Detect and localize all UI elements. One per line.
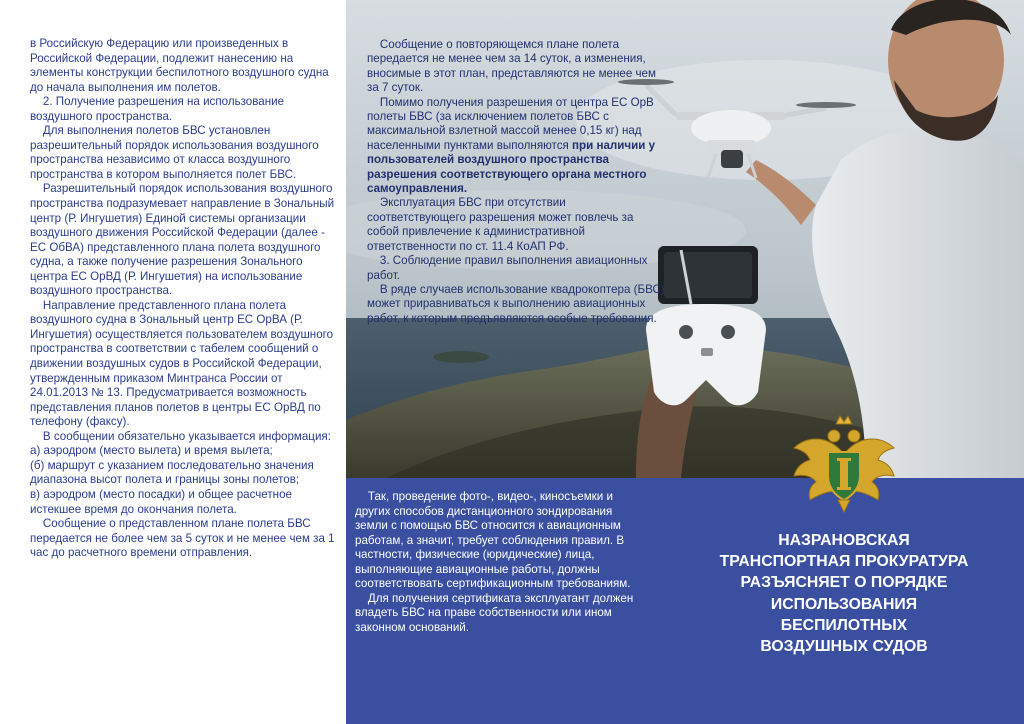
photo-paragraph-text: Помимо получения разрешения от центра ЕС ОрВ полеты БВС (за исключением полетов БВС с максимальной взлетной массой менее 0,15 кг) над населенными пунктами выполняются: [367, 95, 654, 152]
photo-paragraph: В ряде случаев использование квадрокоптера (БВС) может приравниваться к выполнению авиационных работ, к которым предъявляются особые требования.: [367, 282, 665, 325]
left-paragraph: Разрешительный порядок использования воздушного пространства подразумевает направление в Зональный центр (Р. Ингушетия) Единой системы организации воздушного движения Российской Федерации (далее - ЕС ОбВА) представленного плана полета воздушного судна, а также получение разрешения Зонального центра ЕС ОрВД (Р. Ингушетия) на использование воздушного пространства.: [30, 182, 335, 298]
left-paragraph: (б) маршрут с указанием последовательно значения диапазона высот полета и границы зоны полетов;: [30, 458, 314, 487]
blue-panel-text: [355, 490, 647, 635]
left-paragraph: в) аэродром (место посадки) и общее расчетное истекшее время до окончания полета.: [30, 487, 292, 516]
left-paragraph: Направление представленного плана полета воздушного судна в Зональный центр ЕС ОрВА (Р. Ингушетия) осуществляется пользователем воздушного пространства в соответствии с табелем сообщений о движении воздушных судов в Российской Федерации, утвержденным приказом Минтранса России от 24.01.2013 № 13. Предусматривается возможность представления планов полетов в центры ЕС ОрВД по телефону (факсу).: [30, 298, 334, 429]
blue-paragraph: Для получения сертификата эксплуатант должен владеть БВС на праве собственности или ином законном оснований.: [355, 591, 634, 634]
headline-line: РАЗЪЯСНЯЕТ О ПОРЯДКЕ: [740, 574, 948, 592]
left-paragraph: Сообщение о представленном плане полета БВС передается не более чем за 5 суток и не менее чем за 1 час до расчетного времени отправления.: [30, 517, 335, 560]
left-column-text: [30, 37, 336, 561]
headline: [691, 530, 997, 657]
prosecutor-emblem-icon: [788, 414, 900, 514]
photo-paragraph: [367, 96, 667, 197]
headline-line: ТРАНСПОРТНАЯ ПРОКУРАТУРА: [719, 553, 969, 571]
left-paragraph: 2. Получение разрешения на использование воздушного пространства.: [30, 95, 285, 123]
blue-panel: [346, 478, 1024, 724]
left-paragraph: Для выполнения полетов БВС установлен разрешительный порядок использования воздушного пространства независимо от класса воздушного пространства в котором выполняется полет БВС.: [30, 124, 319, 181]
headline-line: ВОЗДУШНЫХ СУДОВ: [760, 638, 928, 656]
photo-area: [346, 0, 1024, 478]
left-paragraph: а) аэродром (место вылета) и время вылета;: [30, 444, 273, 458]
left-paragraph: В сообщении обязательно указывается информация:: [30, 429, 331, 443]
photo-paragraph: Эксплуатация БВС при отсутствии соответствующего разрешения может повлечь за собой привлечение к административной ответственности по ст. 11.4 КоАП РФ.: [367, 196, 634, 253]
headline-line: НАЗРАНОВСКАЯ: [778, 532, 910, 549]
islet: [433, 351, 489, 363]
photo-overlay-text: [367, 38, 667, 326]
left-paragraph: в Российскую Федерацию или произведенных в Российской Федерации, подлежит нанесению на элементы конструкции беспилотного воздушного судна до начала выполнения им полетов.: [30, 37, 329, 94]
headline-line: ИСПОЛЬЗОВАНИЯ: [770, 595, 918, 613]
blue-paragraph: Так, проведение фото-, видео-, киносъемки и других способов дистанционного зондирования земли с помощью БВС относится к авиационным работам, а значит, требует соблюдения правил. В частности, физические (юридические) лица, выполняющие авиационные работы, должны соответствовать сертификационным требованиям.: [355, 490, 631, 590]
left-column: [0, 0, 346, 724]
photo-paragraph: Сообщение о повторяющемся плане полета передается не менее чем за 14 суток, а изменения, вносимые в этот план, представляются не менее чем за 7 суток.: [367, 38, 656, 95]
photo-paragraph: 3. Соблюдение правил выполнения авиационных работ.: [367, 254, 648, 282]
headline-line: БЕСПИЛОТНЫХ: [780, 616, 908, 634]
photo-paragraph-bold: при наличии у пользователей воздушного пространства разрешения соответствующего органа местного самоуправления.: [367, 138, 656, 196]
